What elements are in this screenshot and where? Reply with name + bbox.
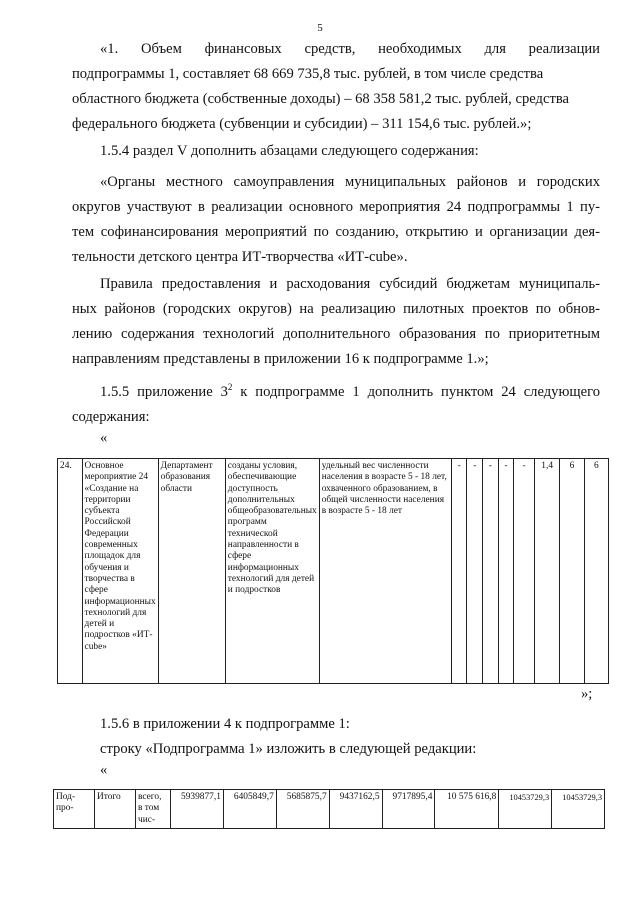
table-cell-value: 10453729,3	[552, 790, 605, 829]
paragraph-replace-row	[72, 737, 600, 762]
table-cell-number: 24.	[58, 459, 83, 684]
open-quote: «	[100, 430, 108, 446]
paragraph-line: областного бюджета (собственные доходы) – 68 358 581,2 тыс. рублей, средства	[72, 91, 569, 107]
paragraph-line: «Органы местного самоуправления муниципальных районов и городских	[100, 174, 600, 190]
paragraph-line: подпрограммы 1, составляет 68 669 735,8 тыс. рублей, в том числе средства	[72, 66, 544, 82]
close-quote: »;	[581, 686, 593, 702]
table-cell-value: 5685875,7	[276, 790, 329, 829]
paragraph-fragment: к подпрограмме 1 дополнить пунктом 24 следующего	[232, 383, 601, 400]
table-row	[54, 790, 605, 829]
table-cell-executor: Департамент образования области	[158, 459, 225, 684]
table-cell-subprogram: Под- про-	[54, 790, 95, 829]
table-cell-value: -	[514, 459, 535, 684]
paragraph-1-5-4	[72, 139, 600, 164]
paragraph-line: содержания:	[72, 408, 150, 425]
paragraph-1-5-6	[72, 712, 600, 737]
table-cell-total-incl: всего, в том чис-	[136, 790, 171, 829]
paragraph-subsidy-rules	[72, 272, 600, 372]
table-cell-value: 10453729,3	[499, 790, 552, 829]
paragraph-line: «1. Объем финансовых средств, необходимых для реализации	[100, 41, 600, 57]
table-cell-value: -	[498, 459, 514, 684]
table-cell-value: -	[451, 459, 467, 684]
open-quote: «	[100, 762, 108, 778]
paragraph-line: федерального бюджета (субвенции и субсидии) – 311 154,6 тыс. рублей.»;	[72, 116, 532, 132]
table-cell-value: 6	[560, 459, 584, 684]
paragraph-line: Правила предоставления и расходования субсидий бюджетам муниципаль-	[100, 276, 600, 292]
table-cell-value: -	[483, 459, 499, 684]
paragraph-financing	[72, 37, 600, 137]
paragraph-line: строку «Подпрограмма 1» изложить в следующей редакции:	[100, 741, 477, 757]
paragraph-line: округов участвуют в реализации основного мероприятия 24 подпрограммы 1 пу-	[72, 199, 600, 215]
activity-24-table	[57, 458, 609, 684]
paragraph-fragment: 1.5.5 приложение 3	[100, 383, 228, 400]
superscript: 2	[227, 382, 233, 392]
paragraph-line: лению содержания технологий дополнительного образования по приоритетным	[72, 326, 600, 342]
table-row	[58, 459, 609, 684]
table-cell-value: -	[467, 459, 483, 684]
paragraph-line: направлениям представлены в приложении 16 к подпрограмме 1.»;	[72, 351, 489, 367]
paragraph-line: тем софинансирования мероприятий по созданию, открытию и организации дея-	[72, 224, 600, 240]
table-cell-result: созданы условия, обеспечивающие доступность дополнительных общеобразовательных программ технической направленности в сфере информационных технологий для детей и подростков	[225, 459, 319, 684]
paragraph-line: тельности детского центра ИТ-творчества «ИТ-cube».	[72, 249, 408, 265]
table-cell-value: 5939877,1	[171, 790, 224, 829]
paragraph-line: 1.5.4 раздел V дополнить абзацами следующего содержания:	[100, 143, 479, 159]
table-cell-value: 9437162,5	[329, 790, 382, 829]
table-cell-value: 6	[584, 459, 608, 684]
paragraph-line	[72, 375, 600, 405]
table-cell-total: Итого	[95, 790, 136, 829]
table-cell-indicator: удельный вес численности населения в возрасте 5 - 18 лет, охваченного образованием, в общей численности населения в возрасте 5 - 18 лет	[319, 459, 451, 684]
table-cell-event: Основное мероприятие 24 «Создание на территории субъекта Российской Федерации современных площадок для обучения и творчества в сфере информационных технологий для детей и подростков «ИТ-cube»	[82, 459, 158, 684]
table-cell-value: 1,4	[534, 459, 559, 684]
table-cell-value: 6405849,7	[223, 790, 276, 829]
paragraph-line: 1.5.6 в приложении 4 к подпрограмме 1:	[100, 716, 350, 732]
page-number: 5	[317, 22, 323, 34]
table-cell-value: 10 575 616,8	[435, 790, 499, 829]
paragraph-local-government	[72, 170, 600, 270]
table-cell-value: 9717895,4	[382, 790, 435, 829]
paragraph-1-5-5	[72, 375, 600, 430]
subprogram-1-table	[53, 789, 605, 829]
paragraph-line: ных районов (городских округов) на реализацию пилотных проектов по обнов-	[72, 301, 600, 317]
